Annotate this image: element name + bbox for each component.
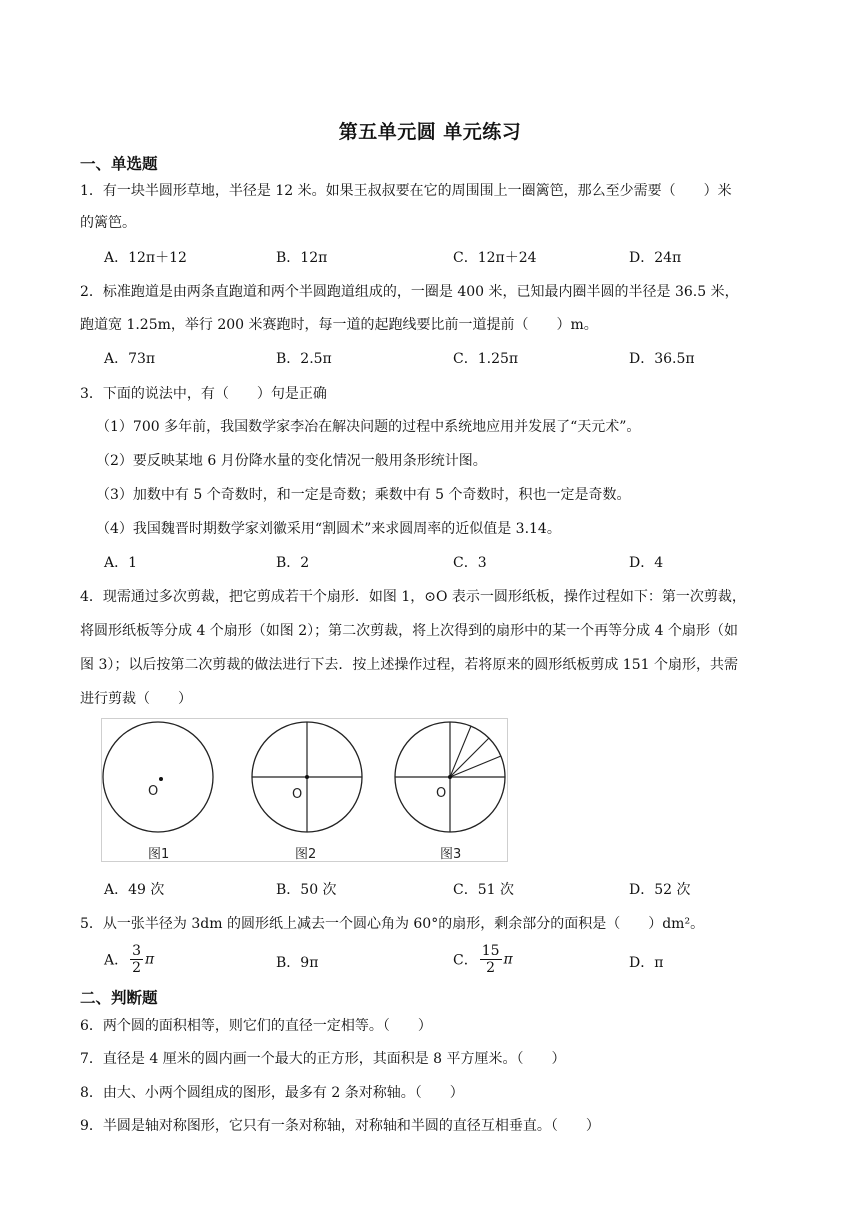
question-5-option-c[interactable]: [453, 943, 513, 976]
question-3-option-a[interactable]: A．1: [104, 555, 138, 571]
question-1-options: [104, 247, 824, 269]
fraction-denominator: 2: [132, 960, 142, 976]
question-8: 8．由大、小两个圆组成的图形，最多有 2 条对称轴。（ ）: [80, 1085, 464, 1101]
question-2-option-d[interactable]: D．36.5π: [629, 351, 695, 367]
question-3-option-d[interactable]: D．4: [629, 555, 664, 571]
section-single-choice: 一、单选题: [80, 155, 158, 173]
question-5-options: [104, 941, 824, 981]
question-1-option-b[interactable]: B．12π: [276, 250, 328, 266]
question-1-option-c[interactable]: C．12π＋24: [453, 250, 537, 266]
question-4-option-c[interactable]: C．51 次: [453, 882, 514, 898]
question-3-statement-4: （4）我国魏晋时期数学家刘徽采用“割圆术”来求圆周率的近似值是 3.14。: [96, 521, 561, 537]
question-2-option-c[interactable]: C．1.25π: [453, 351, 519, 367]
question-3-statement-2: （2）要反映某地 6 月份降水量的变化情况一般用条形统计图。: [96, 453, 487, 469]
question-7: 7．直径是 4 厘米的圆内画一个最大的正方形，其面积是 8 平方厘米。（ ）: [80, 1051, 566, 1067]
question-4-options: [104, 879, 824, 901]
figure-2-center-label: O: [292, 787, 303, 802]
question-1-option-d[interactable]: D．24π: [629, 250, 682, 266]
question-5-option-a[interactable]: [104, 943, 154, 976]
question-2-options: [104, 348, 824, 370]
figure-3-caption: 图3: [440, 847, 462, 861]
question-2-option-a[interactable]: A．73π: [104, 351, 156, 367]
question-5-option-d[interactable]: D．π: [629, 955, 664, 971]
figure-1-circle: [103, 722, 213, 832]
question-2-line-1: 2．标准跑道是由两条直跑道和两个半圆跑道组成的，一圈是 400 米，已知最内圈半圆的半径是 36.5 米，: [80, 284, 739, 300]
figure-1-circle-plain: [103, 722, 213, 861]
question-1-line-2: 的篱笆。: [80, 215, 136, 231]
figure-3-center-dot: [448, 775, 452, 779]
question-3-statement-3: （3）加数中有 5 个奇数时，和一定是奇数；乘数中有 5 个奇数时，积也一定是奇数。: [96, 487, 631, 503]
figure-1-caption: 图1: [148, 847, 170, 861]
question-5-line-1: 5．从一张半径为 3dm 的圆形纸上减去一个圆心角为 60°的扇形，剩余部分的面积是（ ）dm²。: [80, 916, 705, 932]
question-5-option-c-prefix: C．: [453, 952, 478, 969]
question-4-line-2: 将圆形纸板等分成 4 个扇形（如图 2）；第二次剪裁，将上次得到的扇形中的某一个再等分成 4 个扇形（如: [80, 623, 738, 639]
fraction-numerator: 15: [481, 943, 500, 959]
question-4-option-a[interactable]: A．49 次: [104, 882, 165, 898]
figure-1-center-label: O: [148, 784, 159, 799]
question-4-option-b[interactable]: B．50 次: [276, 882, 337, 898]
question-5-option-b[interactable]: B．9π: [276, 955, 319, 971]
question-2-line-2: 跑道宽 1.25m，举行 200 米赛跑时，每一道的起跑线要比前一道提前（ ）m。: [80, 317, 598, 333]
question-5-option-a-prefix: A．: [104, 952, 129, 969]
figure-3-circle-subdivided: [395, 722, 505, 861]
question-3-option-c[interactable]: C．3: [453, 555, 487, 571]
section-judgement: 二、判断题: [80, 989, 158, 1007]
question-3-options: [104, 552, 824, 574]
question-4-figure: [101, 718, 508, 862]
question-4-line-4: 进行剪裁（ ）: [80, 691, 192, 707]
question-4-line-1: 4．现需通过多次剪裁，把它剪成若干个扇形．如图 1，⊙O 表示一圆形纸板，操作过程如下：第一次剪裁，: [80, 589, 746, 605]
page-title: 第五单元圆 单元练习: [338, 121, 522, 143]
figure-3-center-label: O: [436, 786, 447, 801]
fraction-denominator: 2: [486, 960, 496, 976]
question-2-option-b[interactable]: B．2.5π: [276, 351, 332, 367]
figure-1-center-dot: [159, 777, 163, 781]
question-9: 9．半圆是轴对称图形，它只有一条对称轴，对称轴和半圆的直径互相垂直。（ ）: [80, 1118, 600, 1134]
circle-figures-svg: [102, 719, 507, 861]
fraction-numerator: 3: [132, 943, 142, 959]
question-3-statement-1: （1）700 多年前，我国数学家李冶在解决问题的过程中系统地应用并发展了“天元术”。: [96, 419, 641, 435]
question-5-option-c-fraction: [480, 943, 502, 976]
figure-2-circle-quarters: [252, 722, 362, 861]
figure-2-center-dot: [305, 775, 309, 779]
pi-symbol: π: [145, 951, 155, 968]
question-5-option-a-fraction: [130, 943, 143, 976]
question-1-option-a[interactable]: A．12π＋12: [104, 250, 187, 266]
question-3-line-1: 3．下面的说法中，有（ ）句是正确: [80, 386, 327, 402]
question-6: 6．两个圆的面积相等，则它们的直径一定相等。（ ）: [80, 1018, 432, 1034]
question-4-option-d[interactable]: D．52 次: [629, 882, 691, 898]
question-4-line-3: 图 3）；以后按第二次剪裁的做法进行下去．按上述操作过程，若将原来的圆形纸板剪成 151 个扇形，共需: [80, 657, 738, 673]
question-1-line-1: 1．有一块半圆形草地，半径是 12 米。如果王叔叔要在它的周围围上一圈篱笆，那么至少需要（ ）米: [80, 183, 732, 199]
question-3-option-b[interactable]: B．2: [276, 555, 310, 571]
figure-3-sub-cut-2: [450, 738, 489, 777]
pi-symbol: π: [503, 951, 513, 968]
figure-2-caption: 图2: [295, 847, 317, 861]
